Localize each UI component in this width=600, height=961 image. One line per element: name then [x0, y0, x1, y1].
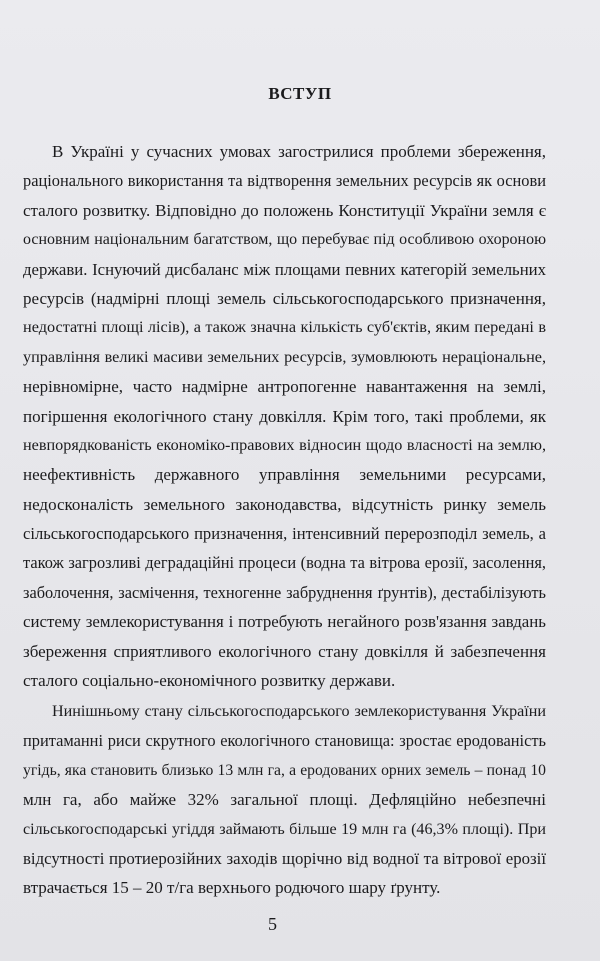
text-line: Нинішньому стану сільськогосподарського землекористування України	[52, 703, 546, 720]
text-line: недосконалість земельного законодавства, відсутність ринку земель	[23, 494, 546, 514]
page-title: ВСТУП	[268, 84, 332, 103]
text-line: управління великі масиви земельних ресурсів, зумовлюють нераціональне,	[23, 347, 546, 366]
text-line: В Україні у сучасних умовах загострилися проблеми збереження,	[52, 142, 546, 161]
text-line: заболочення, засмічення, техногенне забруднення ґрунтів), дестабілізують	[23, 582, 546, 602]
text-line: млн га, або майже 32% загальної площі. Дефляційно небезпечні	[23, 790, 546, 810]
text-line: недостатні площі лісів), а також значна кількість суб'єктів, яким передані в	[23, 318, 546, 337]
text-line: збереження сприятливого екологічного стану довкілля й забезпечення	[23, 641, 546, 661]
text-line: також загрозливі деградаційні процеси (водна та вітрова ерозії, засолення,	[23, 553, 546, 573]
text-line: невпорядкованість економіко-правових відносин щодо власності на землю,	[23, 435, 546, 454]
text-line: сільськогосподарського призначення, інтенсивний перерозподіл земель, а	[23, 524, 546, 544]
page-number: 5	[268, 914, 277, 934]
text-line: раціонального використання та відтворення земельних ресурсів як основи	[23, 171, 546, 191]
text-line: відсутності протиерозійних заходів щорічно від водної та вітрової ерозії	[23, 848, 546, 868]
paragraph-2	[23, 697, 546, 903]
text-line: погіршення екологічного стану довкілля. Крім того, такі проблеми, як	[23, 406, 546, 426]
text-line: угідь, яка становить близько 13 млн га, а еродованих орних земель – понад 10	[23, 761, 546, 779]
text-line: систему землекористування і потребують негайного розв'язання завдань	[23, 612, 546, 632]
text-line: нерівномірне, часто надмірне антропогенне навантаження на землі,	[23, 377, 546, 397]
paragraph-1	[23, 137, 546, 695]
text-line: неефективність державного управління земельними ресурсами,	[23, 465, 546, 485]
text-line: притаманні риси скрутного екологічного становища: зростає еродованість	[23, 731, 546, 751]
text-line: сталого розвитку. Відповідно до положень Конституції України земля є	[23, 200, 546, 220]
text-line: основним національним багатством, що перебуває під особливою охороною	[23, 231, 546, 249]
text-line: ресурсів (надмірні площі земель сільськогосподарського призначення,	[23, 288, 546, 308]
text-line: втрачається 15 – 20 т/га верхнього родючого шару ґрунту.	[23, 878, 441, 898]
text-line: сталого соціально-економічного розвитку держави.	[23, 671, 396, 691]
text-line: сільськогосподарські угіддя займають більше 19 млн га (46,3% площі). При	[23, 820, 546, 838]
text-line: держави. Існуючий дисбаланс між площами певних категорій земельних	[23, 259, 546, 279]
